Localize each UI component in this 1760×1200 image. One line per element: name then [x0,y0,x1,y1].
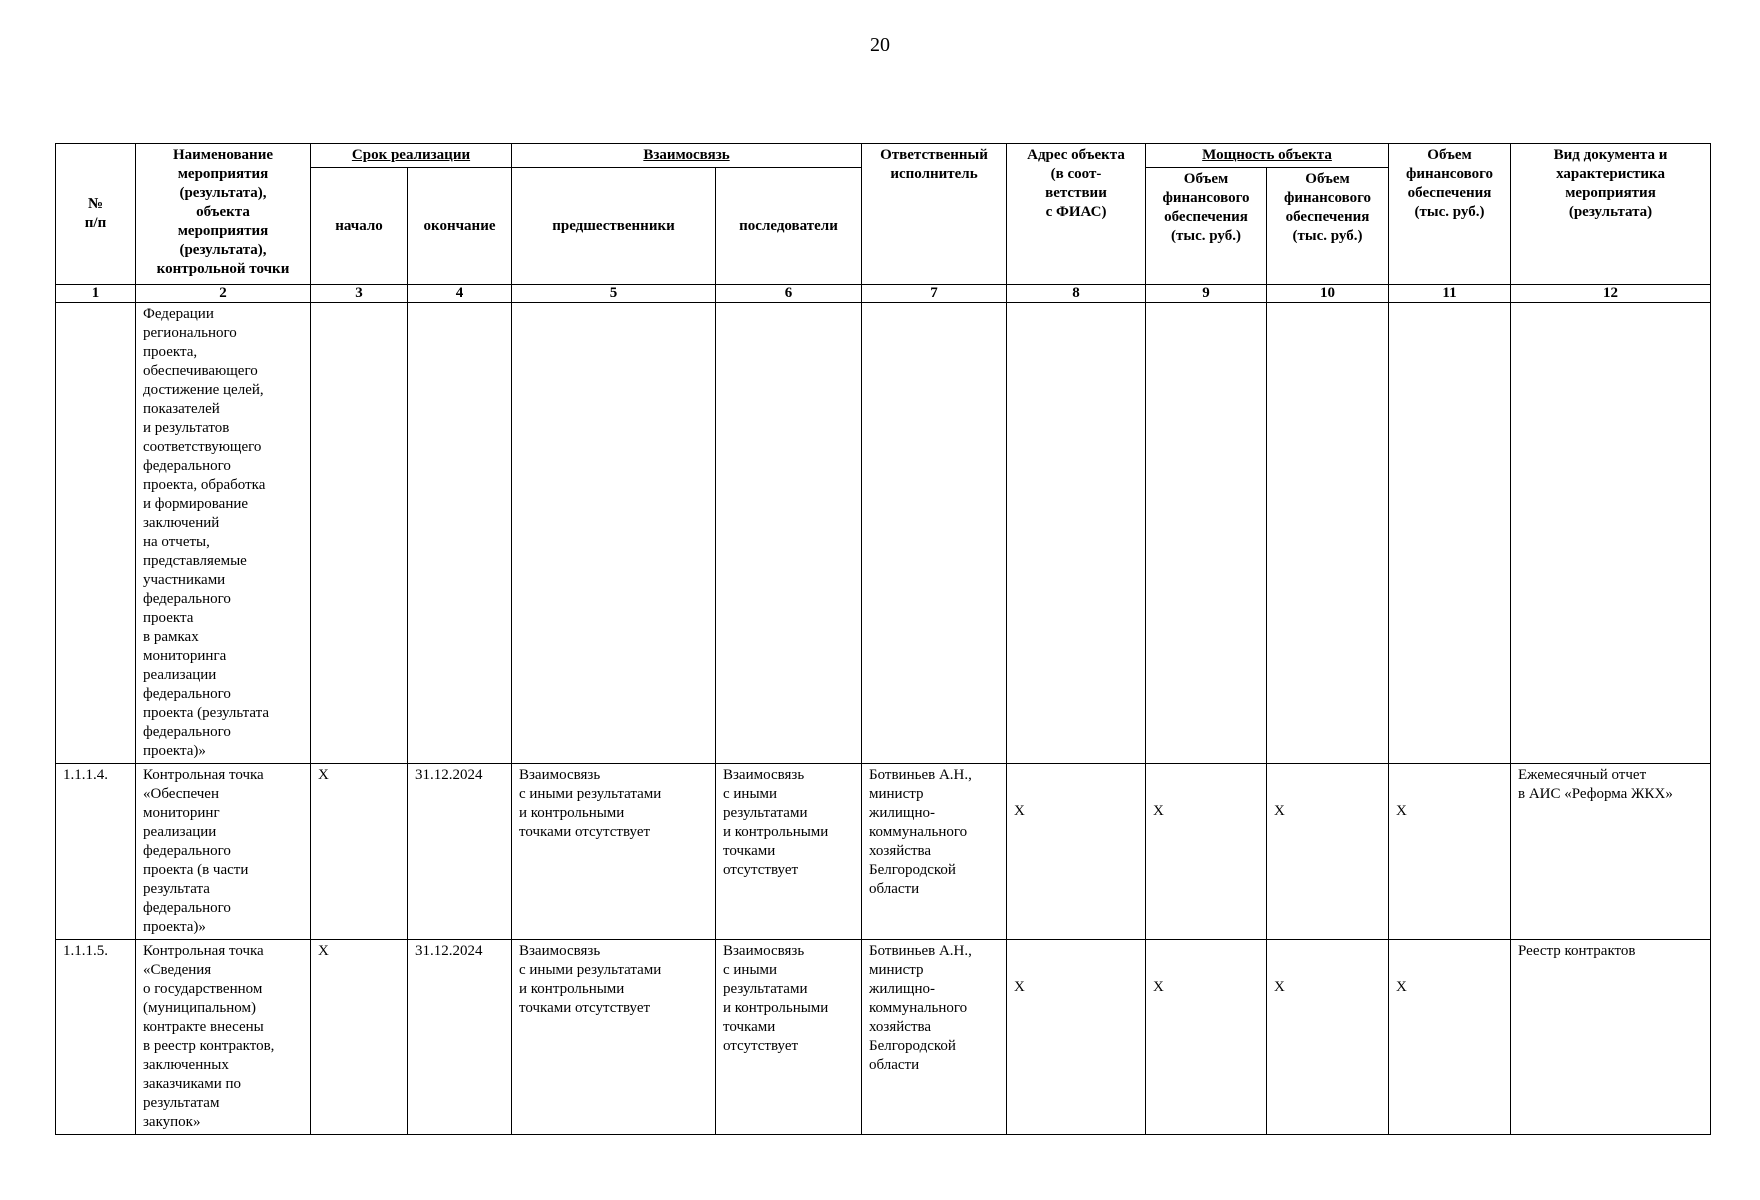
column-number: 6 [716,285,862,303]
header-term-group: Срок реализации [311,144,512,168]
cell-number: 1.1.1.5. [56,940,136,1135]
header-fin-volume: Объем финансового обеспечения (тыс. руб.) [1389,144,1511,285]
header-executor: Ответственный исполнитель [862,144,1007,285]
cell-number [56,303,136,764]
header-number: № п/п [56,144,136,285]
cell-executor [862,303,1007,764]
cell-prev: Взаимосвязь с иными результатами и контрольными точками отсутствует [512,940,716,1135]
cell-address: Х [1007,764,1146,940]
cell-fin: Х [1389,764,1511,940]
cell-cap2 [1267,303,1389,764]
column-number: 12 [1511,285,1711,303]
column-number: 2 [136,285,311,303]
column-number: 9 [1146,285,1267,303]
plan-table [55,143,1711,1135]
table-header [56,144,1711,303]
header-cap-vol2: Объем финансового обеспечения (тыс. руб.) [1267,168,1389,285]
cell-prev: Взаимосвязь с иными результатами и контрольными точками отсутствует [512,764,716,940]
cell-doc: Ежемесячный отчет в АИС «Реформа ЖКХ» [1511,764,1711,940]
cell-executor: Ботвиньев А.Н., министр жилищно- коммунального хозяйства Белгородской области [862,940,1007,1135]
table-row [56,764,1711,940]
header-capacity-group: Мощность объекта [1146,144,1389,168]
cell-end: 31.12.2024 [408,940,512,1135]
cell-name: Контрольная точка «Сведения о государственном (муниципальном) контракте внесены в реестр контрактов, заключенных заказчиками по результатам закупок» [136,940,311,1135]
column-number: 5 [512,285,716,303]
cell-cap1 [1146,303,1267,764]
cell-cap1: Х [1146,940,1267,1135]
header-term-start: начало [311,168,408,285]
cell-fin [1389,303,1511,764]
cell-end: 31.12.2024 [408,764,512,940]
header-cap-vol1: Объем финансового обеспечения (тыс. руб.) [1146,168,1267,285]
cell-address: Х [1007,940,1146,1135]
cell-doc: Реестр контрактов [1511,940,1711,1135]
cell-cap2: Х [1267,940,1389,1135]
column-numbers-row [56,285,1711,303]
cell-start: Х [311,764,408,940]
table-row-continuation [56,303,1711,764]
column-number: 1 [56,285,136,303]
cell-name: Федерации регионального проекта, обеспечивающего достижение целей, показателей и результатов соответствующего федерального проекта, обработка и формирование заключений на отчеты, представляемые участниками федерального проекта в рамках мониторинга реализации федерального проекта (результата федерального проекта)» [136,303,311,764]
cell-fin: Х [1389,940,1511,1135]
cell-executor: Ботвиньев А.Н., министр жилищно- коммунального хозяйства Белгородской области [862,764,1007,940]
header-doc-type: Вид документа и характеристика мероприятия (результата) [1511,144,1711,285]
cell-next: Взаимосвязь с иными результатами и контрольными точками отсутствует [716,764,862,940]
cell-end [408,303,512,764]
header-term-end: окончание [408,168,512,285]
cell-cap2: Х [1267,764,1389,940]
column-number: 8 [1007,285,1146,303]
cell-address [1007,303,1146,764]
cell-number: 1.1.1.4. [56,764,136,940]
cell-start [311,303,408,764]
cell-next [716,303,862,764]
header-link-group: Взаимосвязь [512,144,862,168]
column-number: 4 [408,285,512,303]
header-address: Адрес объекта (в соот- ветствии с ФИАС) [1007,144,1146,285]
cell-doc [1511,303,1711,764]
table-row [56,940,1711,1135]
column-number: 3 [311,285,408,303]
cell-prev [512,303,716,764]
column-number: 11 [1389,285,1511,303]
header-link-next: последователи [716,168,862,285]
column-number: 7 [862,285,1007,303]
header-link-prev: предшественники [512,168,716,285]
header-name: Наименование мероприятия (результата), объекта мероприятия (результата), контрольной точки [136,144,311,285]
cell-cap1: Х [1146,764,1267,940]
page-number: 20 [870,34,890,56]
column-number: 10 [1267,285,1389,303]
cell-next: Взаимосвязь с иными результатами и контрольными точками отсутствует [716,940,862,1135]
cell-start: Х [311,940,408,1135]
cell-name: Контрольная точка «Обеспечен мониторинг реализации федерального проекта (в части результата федерального проекта)» [136,764,311,940]
